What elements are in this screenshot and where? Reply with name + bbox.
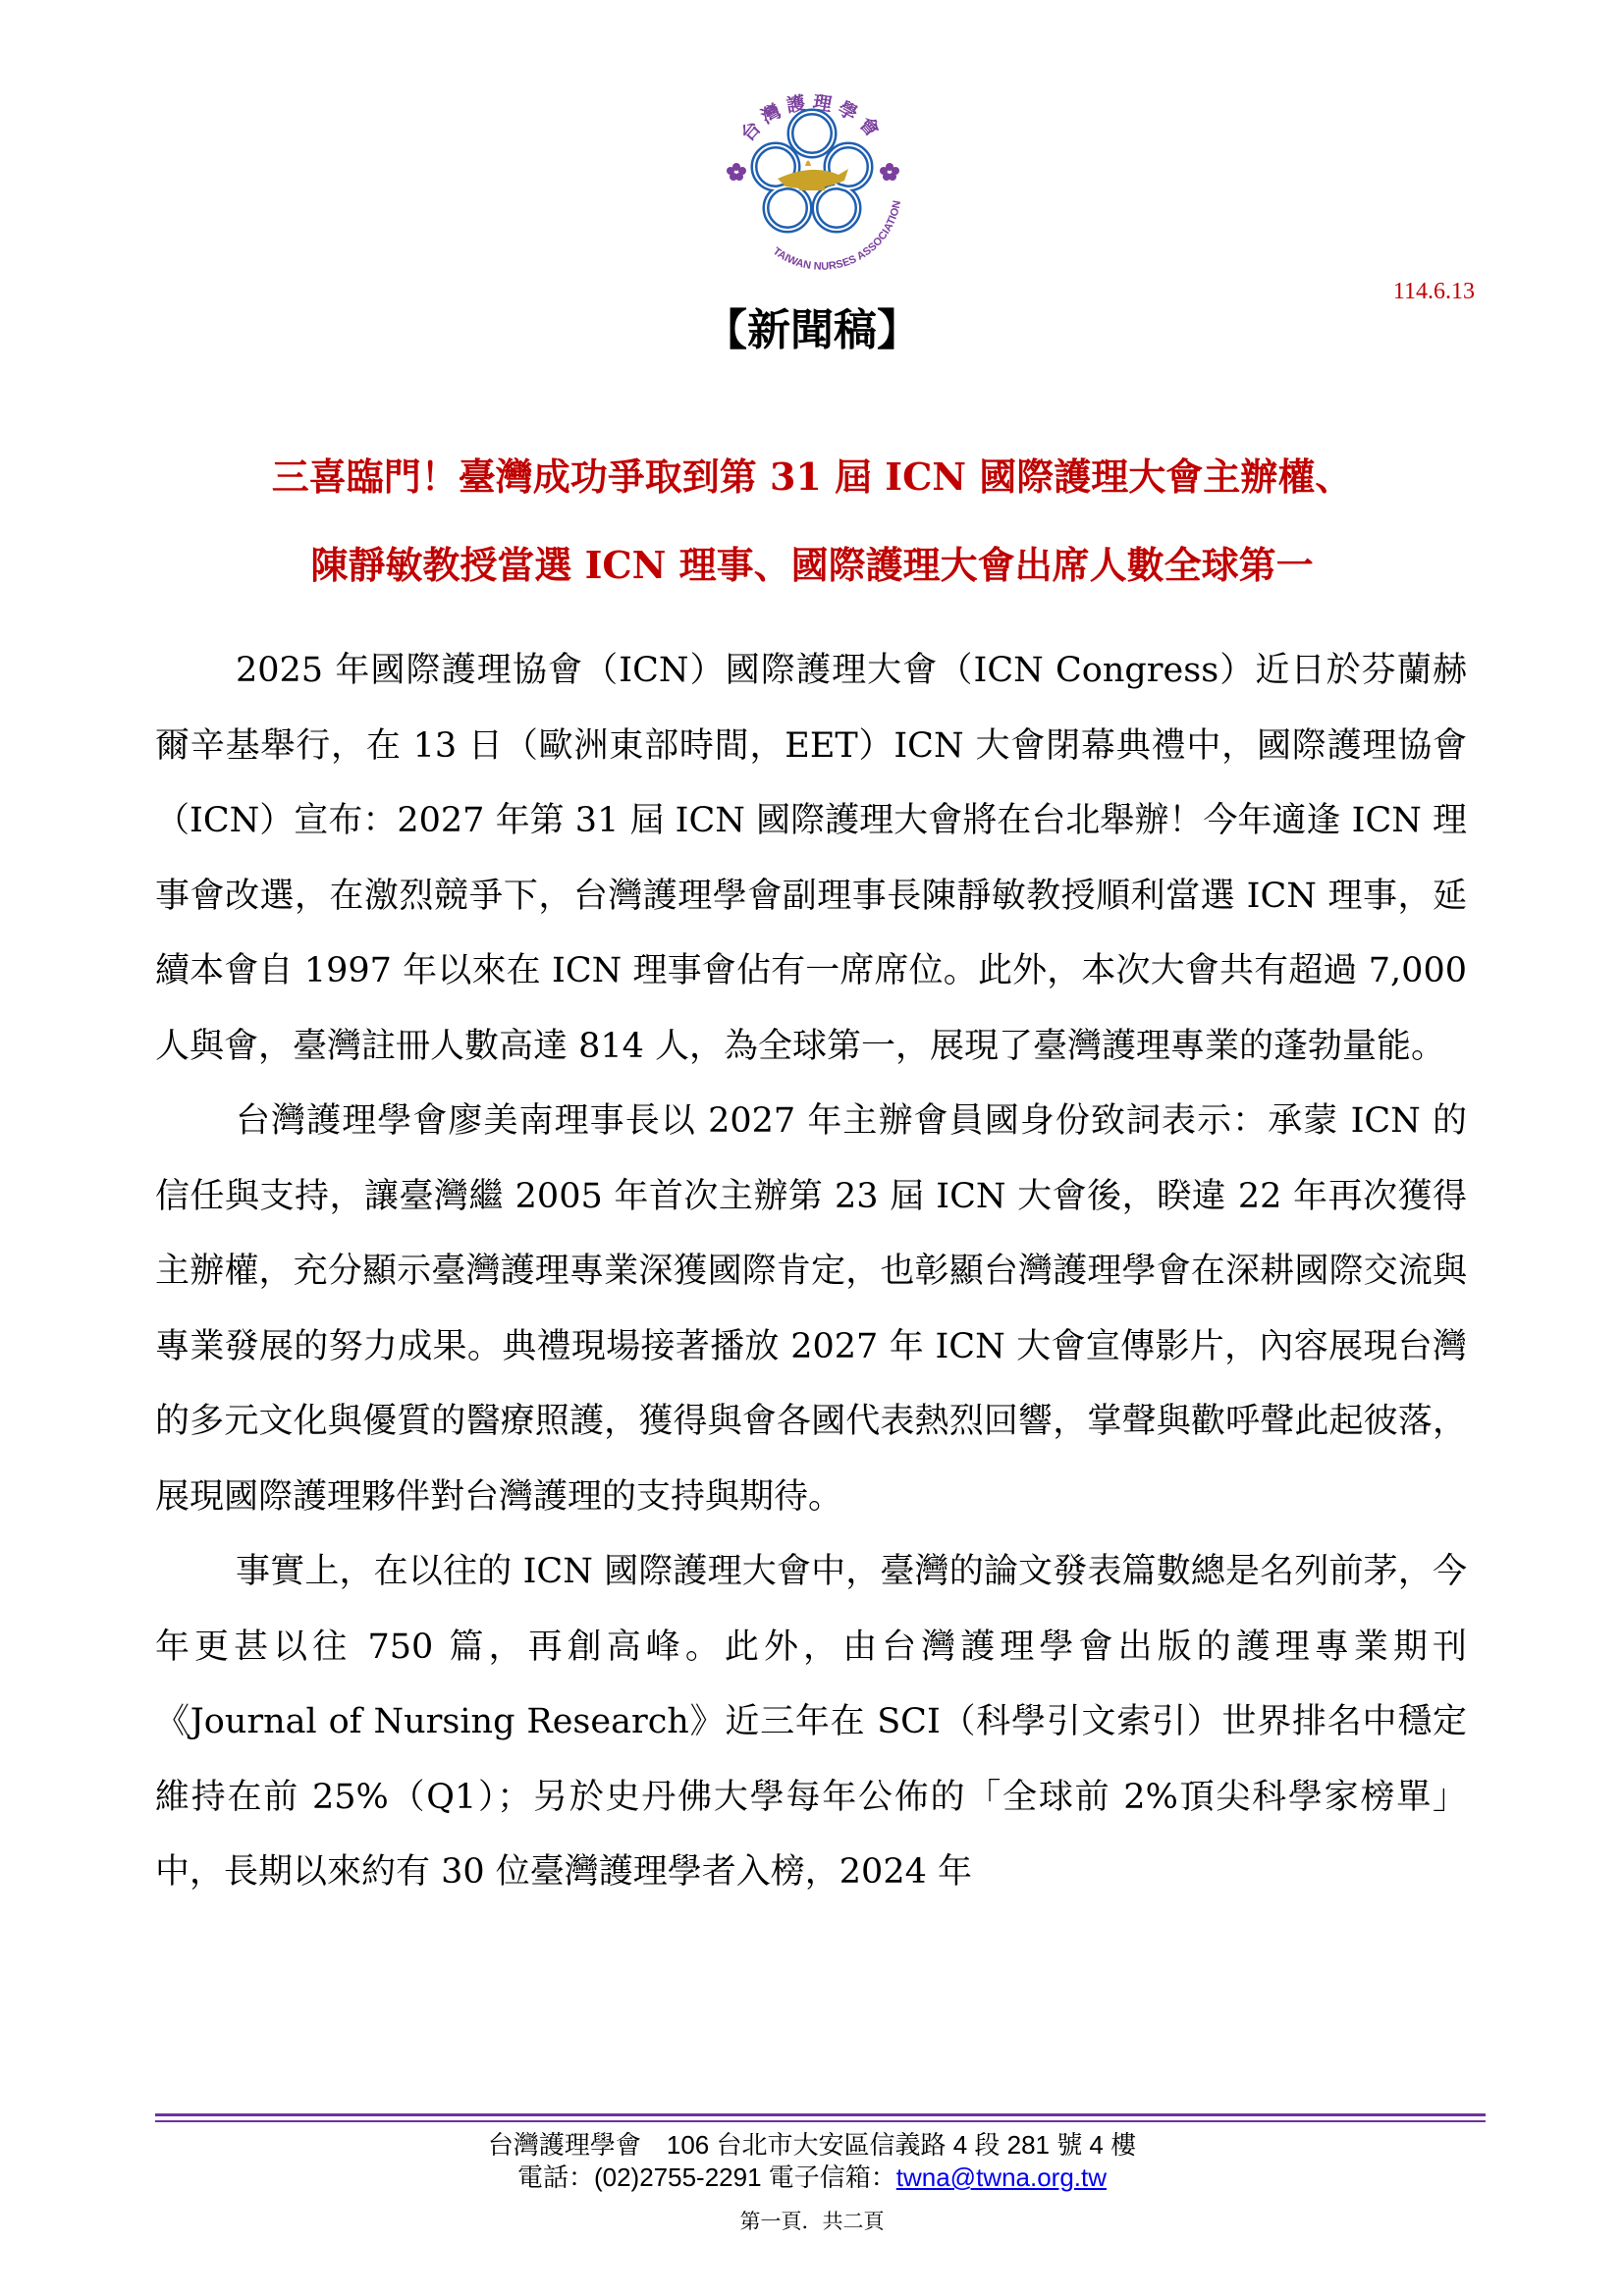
release-date: 114.6.13 <box>1392 279 1475 304</box>
svg-text:台灣護理學會 <box>736 90 889 145</box>
paragraph-1: 2025 年國際護理協會（ICN）國際護理大會（ICN Congress）近日於芬蘭赫爾辛基舉行，在 13 日（歐洲東部時間，EET）ICN 大會閉幕典禮中，國際護理協會（ICN）宣布：2027 年第 31 屆 ICN 國際護理大會將在台北舉辦！今年適逢 ICN 理事會改選，在激烈競爭下，台灣護理學會副理事長陳靜敏教授順利當選 ICN 理事，延續本會自 1997 年以來在 ICN 理事會佔有一席席位。此外，本次大會共有超過 7,000 人與會，臺灣註冊人數高達 814 人，為全球第一，展現了臺灣護理專業的蓬勃量能。 <box>155 651 1467 1066</box>
logo-english-arc: TAIWAN NURSES ASSOCIATION <box>770 199 904 273</box>
press-release-heading: 【新聞稿】 <box>704 305 920 355</box>
headline-line-1: 三喜臨門！臺灣成功爭取到第 31 屆 ICN 國際護理大會主辦權、 <box>271 454 1353 499</box>
logo-chinese-arc: 台灣護理學會 <box>736 91 888 146</box>
svg-text:TAIWAN NURSES ASSOCIATION <box>771 199 903 273</box>
twna-logo <box>709 73 915 279</box>
footer-address: 台灣護理學會 106 台北市大安區信義路 4 段 281 號 4 樓 <box>487 2130 1137 2160</box>
footer-contact <box>0 2158 1624 2194</box>
footer-phone: 電話：(02)2755-2291 電子信箱： <box>516 2163 896 2192</box>
headline-line-2: 陳靜敏教授當選 ICN 理事、國際護理大會出席人數全球第一 <box>310 543 1314 587</box>
page-number: 第一頁．共二頁 <box>739 2210 885 2233</box>
paragraph-3: 事實上，在以往的 ICN 國際護理大會中，臺灣的論文發表篇數總是名列前茅，今年更甚以往 750 篇，再創高峰。此外，由台灣護理學會出版的護理專業期刊《Journal of Nursing Research》近三年在 SCI（科學引文索引）世界排名中穩定維持在前 25%（Q1）；另於史丹佛大學每年公佈的「全球前 2%頂尖科學家榜單」中，長期以來約有 30 位臺灣護理學者入榜，2024 年 <box>155 1552 1467 1892</box>
footer-divider-thin <box>155 2120 1486 2122</box>
email-link[interactable]: twna@twna.org.tw <box>895 2163 1108 2192</box>
footer-divider <box>155 2113 1486 2116</box>
paragraph-2: 台灣護理學會廖美南理事長以 2027 年主辦會員國身份致詞表示：承蒙 ICN 的信任與支持，讓臺灣繼 2005 年首次主辦第 23 屆 ICN 大會後，睽違 22 年再次獲得主辦權，充分顯示臺灣護理專業深獲國際肯定，也彰顯台灣護理學會在深耕國際交流與專業發展的努力成果。典禮現場接著播放 2027 年 ICN 大會宣傳影片，內容展現台灣的多元文化與優質的醫療照護，獲得與會各國代表熱烈回響，掌聲與歡呼聲此起彼落，展現國際護理夥伴對台灣護理的支持與期待。 <box>155 1101 1467 1517</box>
article-body <box>155 633 1467 1910</box>
